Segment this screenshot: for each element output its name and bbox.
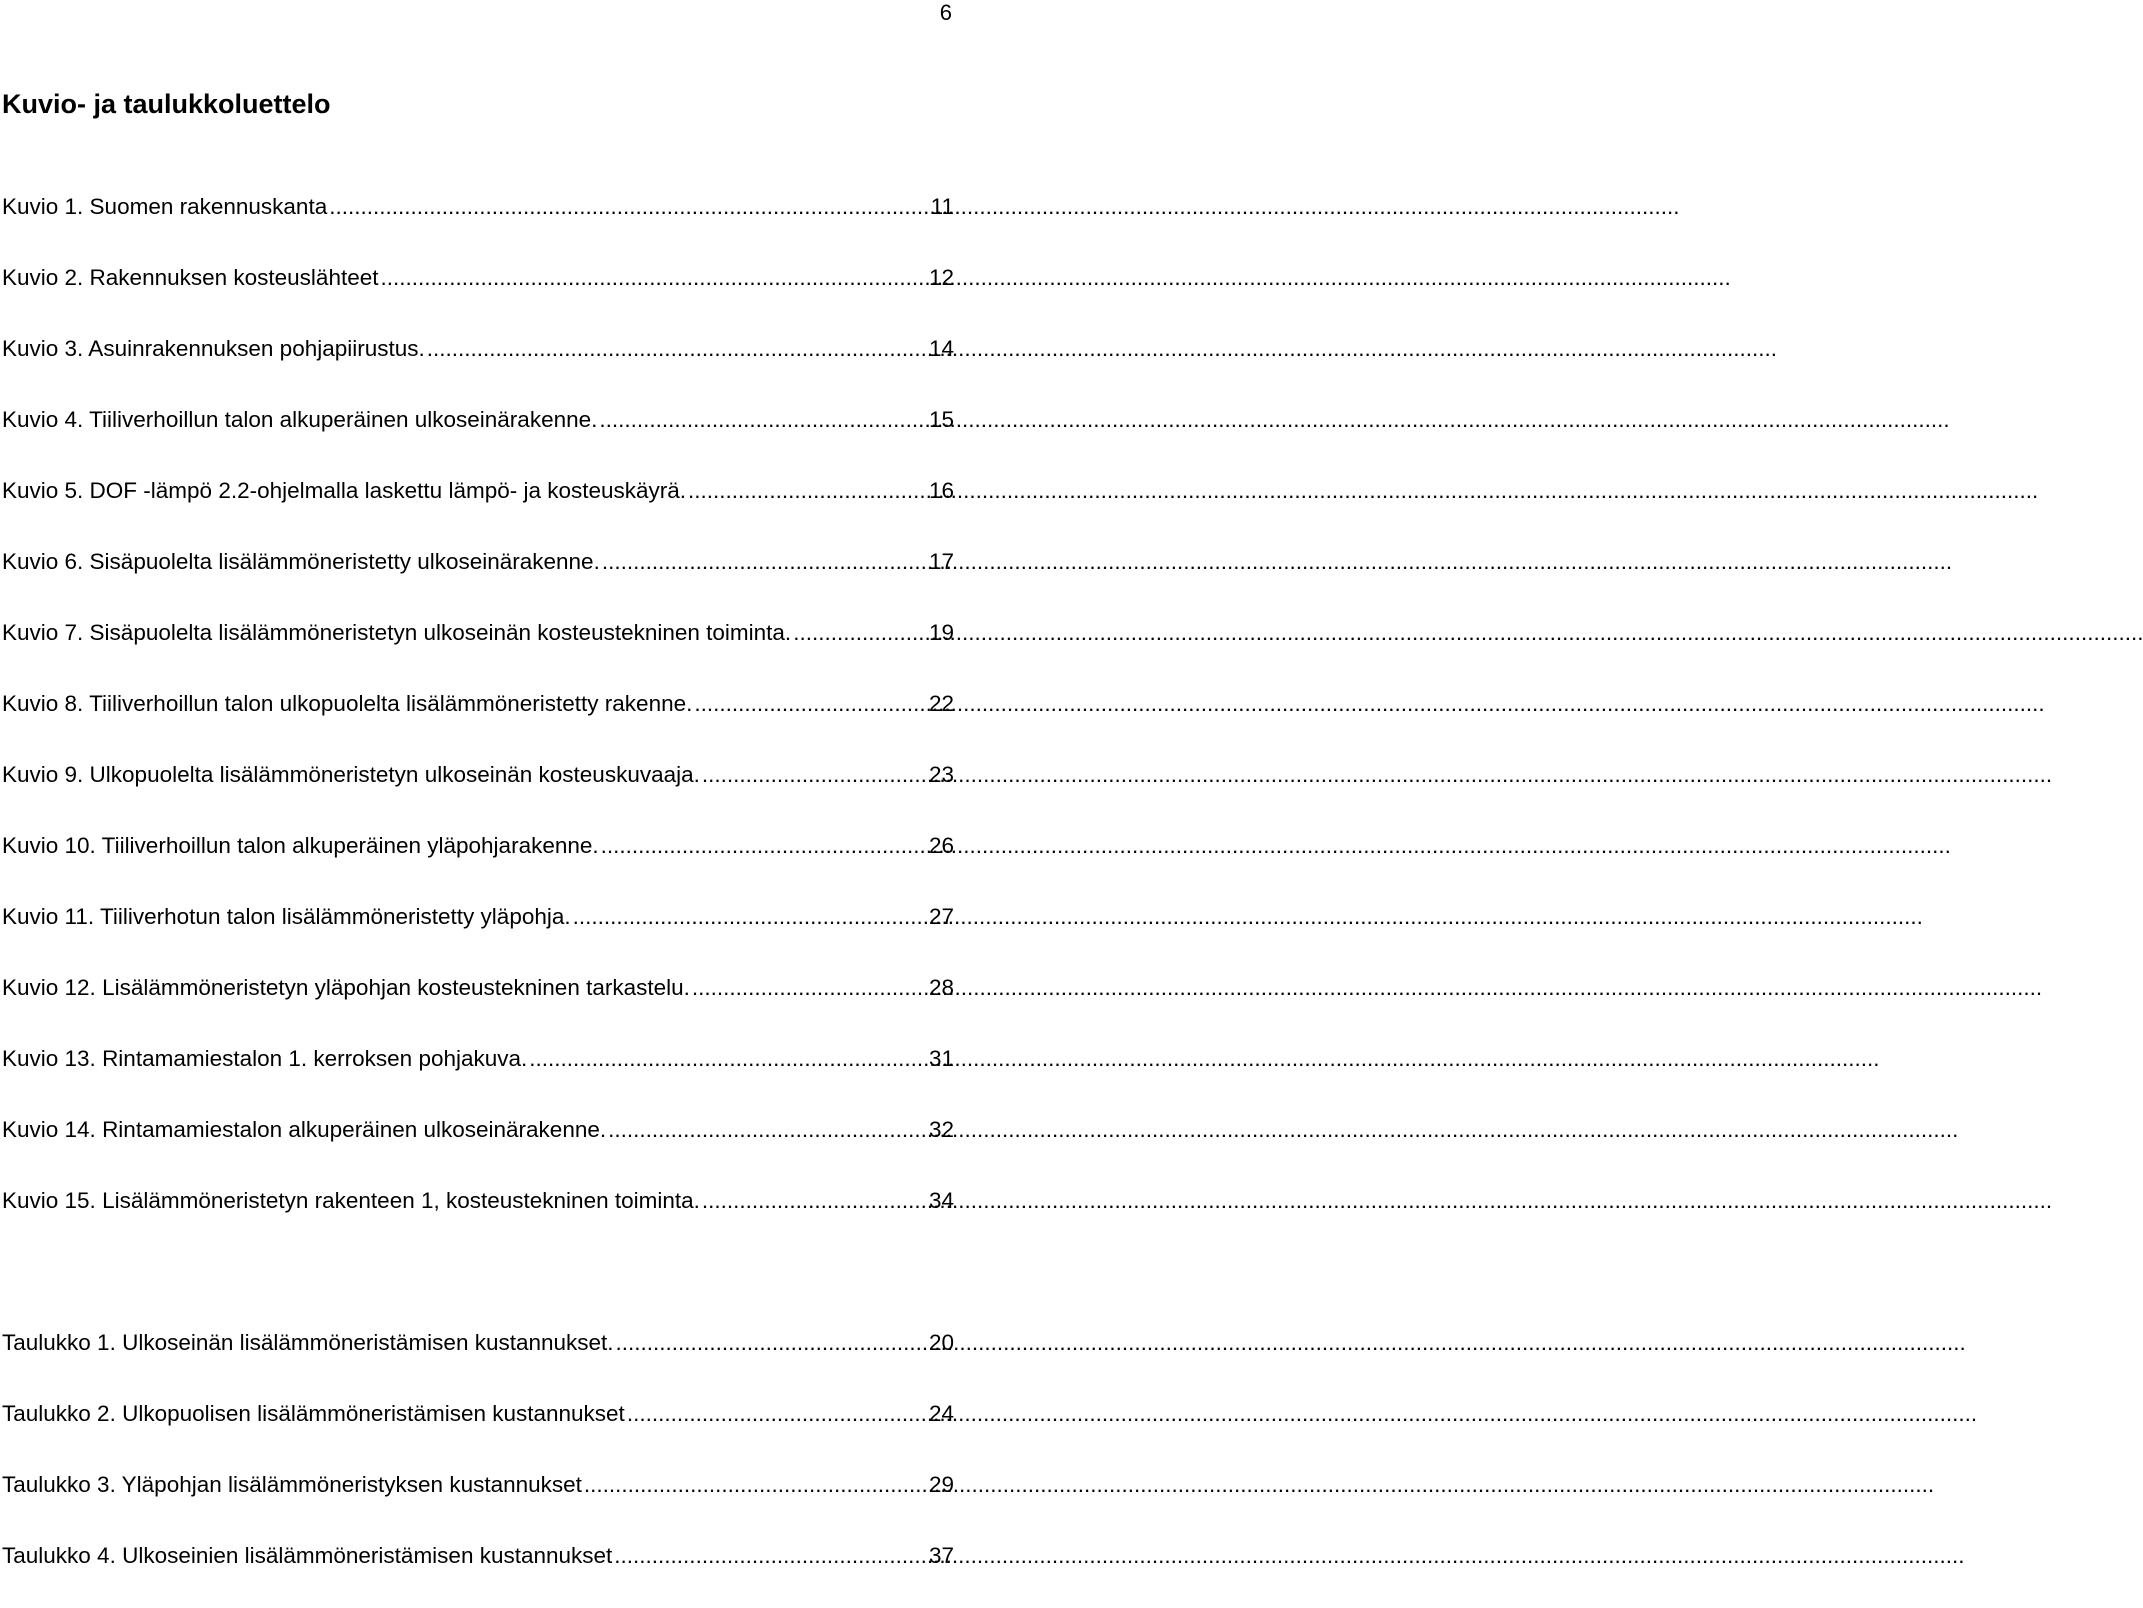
toc-entry-title: Kuvio 1. Suomen rakennuskanta: [2, 194, 328, 219]
toc-entry-page: 32: [928, 1117, 954, 1142]
toc-entry-figure-8[interactable]: [2, 685, 954, 756]
toc-entry-figure-2[interactable]: [2, 259, 954, 330]
dot-leader: [702, 756, 927, 794]
toc-entry-page: 16: [928, 478, 954, 503]
dot-leader: [529, 1040, 927, 1078]
toc-entry-figure-9[interactable]: [2, 756, 954, 827]
toc-entry-page: 12: [928, 265, 954, 290]
toc-entry-figure-15[interactable]: [2, 1182, 954, 1253]
toc-entry-title: Kuvio 8. Tiiliverhoillun talon ulkopuolelta lisälämmöneristetty rakenne.: [2, 691, 693, 716]
toc-entry-page: 31: [928, 1046, 954, 1071]
toc-entry-table-1[interactable]: [2, 1324, 954, 1395]
toc-entry-page: 29: [928, 1472, 954, 1497]
toc-entry-page: 15: [928, 407, 954, 432]
dot-leader: [601, 827, 927, 865]
toc-entry-figure-1[interactable]: [2, 188, 954, 259]
dot-leader: [602, 543, 927, 581]
toc-entry-page: 22: [928, 691, 954, 716]
page-number: 6: [939, 0, 952, 25]
toc-entry-title: Kuvio 10. Tiiliverhoillun talon alkuperäinen yläpohjarakenne.: [2, 833, 599, 858]
toc-entry-figure-11[interactable]: [2, 898, 954, 969]
dot-leader: [694, 685, 927, 723]
toc-entry-title: Kuvio 11. Tiiliverhotun talon lisälämmöneristetty yläpohja.: [2, 904, 571, 929]
toc-entry-figure-6[interactable]: [2, 543, 954, 614]
toc-entry-page: 37: [928, 1543, 954, 1568]
toc-entry-page: 17: [928, 549, 954, 574]
figure-list: [2, 188, 954, 1253]
toc-entry-title: Kuvio 13. Rintamamiestalon 1. kerroksen pohjakuva.: [2, 1046, 528, 1071]
dot-leader: [616, 1324, 927, 1362]
toc-entry-title: Taulukko 2. Ulkopuolisen lisälämmöneristämisen kustannukset: [2, 1401, 625, 1426]
toc-entry-page: 26: [928, 833, 954, 858]
toc-entry-title: Kuvio 9. Ulkopuolelta lisälämmöneristetyn ulkoseinän kosteuskuvaaja.: [2, 762, 700, 787]
toc-entry-title: Taulukko 1. Ulkoseinän lisälämmöneristämisen kustannukset.: [2, 1330, 614, 1355]
toc-entry-figure-4[interactable]: [2, 401, 954, 472]
toc-entry-table-2[interactable]: [2, 1395, 954, 1466]
toc-entry-title: Kuvio 3. Asuinrakennuksen pohjapiirustus.: [2, 336, 425, 361]
toc-entry-page: 27: [928, 904, 954, 929]
toc-entry-page: 34: [928, 1188, 954, 1213]
toc-entry-title: Kuvio 5. DOF -lämpö 2.2-ohjelmalla laskettu lämpö- ja kosteuskäyrä.: [2, 478, 687, 503]
toc-entry-title: Kuvio 2. Rakennuksen kosteuslähteet: [2, 265, 379, 290]
dot-leader: [608, 1111, 927, 1149]
dot-leader: [702, 1182, 927, 1220]
toc-entry-figure-10[interactable]: [2, 827, 954, 898]
toc-entry-page: 14: [928, 336, 954, 361]
dot-leader: [427, 330, 927, 368]
toc-entry-title: Taulukko 4. Ulkoseinien lisälämmöneristämisen kustannukset: [2, 1543, 613, 1568]
toc-entry-figure-5[interactable]: [2, 472, 954, 543]
toc-entry-figure-14[interactable]: [2, 1111, 954, 1182]
toc-entry-page: 23: [928, 762, 954, 787]
dot-leader: [584, 1466, 927, 1504]
toc-entry-table-4[interactable]: [2, 1537, 954, 1608]
toc-entry-title: Taulukko 3. Yläpohjan lisälämmöneristyksen kustannukset: [2, 1472, 582, 1497]
dot-leader: [614, 1537, 927, 1575]
table-list: [2, 1324, 954, 1608]
dot-leader: [573, 898, 927, 936]
toc-entry-page: 19: [928, 620, 954, 645]
toc-entry-title: Kuvio 15. Lisälämmöneristetyn rakenteen 1, kosteustekninen toiminta.: [2, 1188, 700, 1213]
dot-leader: [688, 472, 927, 510]
toc-entry-title: Kuvio 14. Rintamamiestalon alkuperäinen ulkoseinärakenne.: [2, 1117, 607, 1142]
toc-entry-page: 20: [928, 1330, 954, 1355]
dot-leader: [627, 1395, 927, 1433]
dot-leader: [692, 969, 927, 1007]
toc-entry-figure-7[interactable]: [2, 614, 954, 685]
toc-entry-page: 11: [930, 194, 954, 219]
toc-entry-title: Kuvio 4. Tiiliverhoillun talon alkuperäinen ulkoseinärakenne.: [2, 407, 598, 432]
toc-entry-title: Kuvio 6. Sisäpuolelta lisälämmöneristetty ulkoseinärakenne.: [2, 549, 600, 574]
toc-entry-table-3[interactable]: [2, 1466, 954, 1537]
toc-entry-figure-12[interactable]: [2, 969, 954, 1040]
toc-entry-title: Kuvio 12. Lisälämmöneristetyn yläpohjan kosteustekninen tarkastelu.: [2, 975, 690, 1000]
dot-leader: [793, 614, 927, 652]
dot-leader: [599, 401, 927, 439]
dot-leader: [381, 259, 927, 297]
toc-entry-page: 24: [928, 1401, 954, 1426]
page-title: Kuvio- ja taulukkoluettelo: [2, 89, 331, 119]
dot-leader: [329, 188, 928, 226]
toc-entry-figure-13[interactable]: [2, 1040, 954, 1111]
toc-entry-title: Kuvio 7. Sisäpuolelta lisälämmöneristetyn ulkoseinän kosteustekninen toiminta.: [2, 620, 792, 645]
toc-entry-page: 28: [928, 975, 954, 1000]
toc-entry-figure-3[interactable]: [2, 330, 954, 401]
